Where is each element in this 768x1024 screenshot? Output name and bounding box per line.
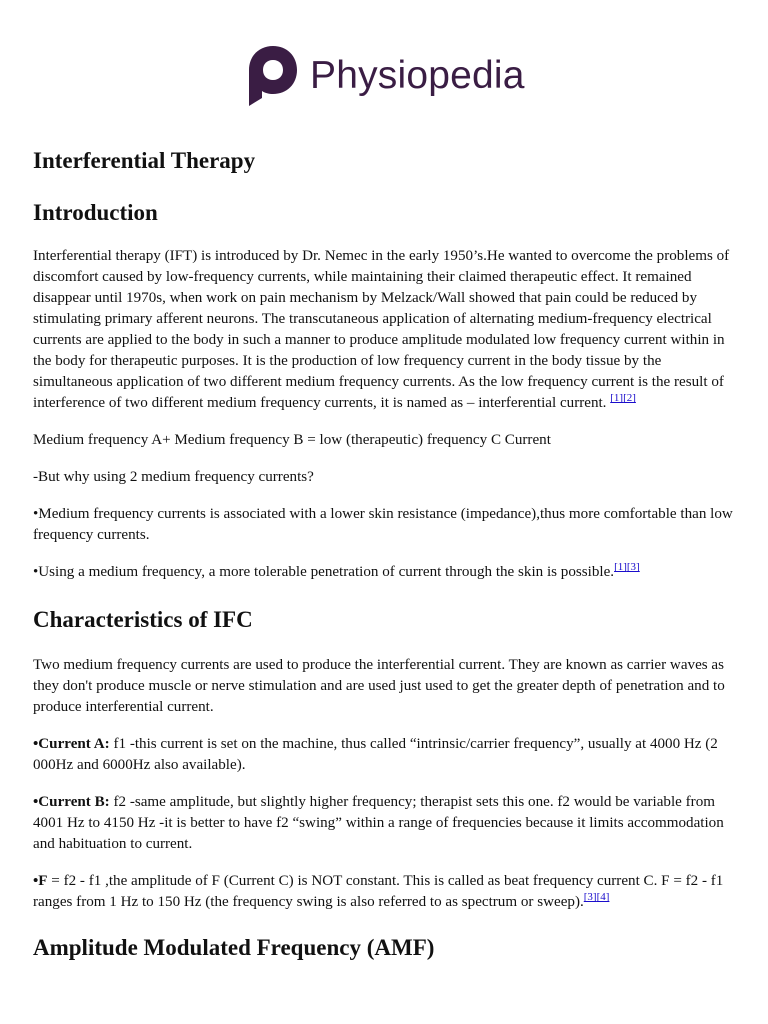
- intro-paragraph-3: -But why using 2 medium frequency currents?: [33, 469, 314, 485]
- current-a-text: f1 -this current is set on the machine, thus called “intrinsic/carrier frequency”, usually at 4000 Hz (2 000Hz and 6000Hz also available).: [33, 736, 718, 773]
- current-a-label: •Current A:: [33, 736, 110, 752]
- beat-frequency-text: = f2 - f1 ,the amplitude of F (Current C) is NOT constant. This is called as beat frequency current C. F = f2 - f1 ranges from 1 Hz to 150 Hz (the frequency swing is also referred to as spectrum or sweep).: [33, 873, 724, 910]
- characteristics-paragraph-1: Two medium frequency currents are used to produce the interferential current. They are known as carrier waves as they don't produce muscle or nerve stimulation and are used just used to get the greater depth of penetration and to produce interferential current.: [33, 657, 725, 715]
- citation-link-3[interactable]: [3]: [626, 560, 640, 573]
- intro-paragraph-4: •Medium frequency currents is associated with a lower skin resistance (impedance),thus more comfortable than low frequency currents.: [33, 506, 733, 543]
- citation-link-4[interactable]: [4]: [596, 890, 610, 903]
- citation-link-2[interactable]: [2]: [623, 391, 636, 404]
- page-title: Interferential Therapy: [33, 148, 256, 173]
- intro-paragraph-2: Medium frequency A+ Medium frequency B = low (therapeutic) frequency C Current: [33, 432, 551, 448]
- current-b-paragraph: [33, 792, 733, 855]
- physiopedia-logo-icon: [247, 44, 299, 110]
- current-b-label: •Current B:: [33, 794, 110, 810]
- heading-introduction: Introduction: [33, 200, 158, 225]
- article-body: [33, 146, 733, 963]
- current-a-paragraph: [33, 734, 733, 776]
- logo-wordmark: Physiopedia: [310, 54, 525, 97]
- citation-link-1[interactable]: [1]: [614, 560, 627, 573]
- citation-link-3[interactable]: [3]: [583, 890, 597, 903]
- intro-paragraph-1-text: Interferential therapy (IFT) is introduced by Dr. Nemec in the early 1950’s.He wanted to overcome the problems of discomfort caused by low-frequency currents, while maintaining their claimed therapeutic effect. It remained disappear until 1970s, when work on pain mechanism by Melzack/Wall showed that pain could be reduced by stimulating primary afferent neurons. The transcutaneous application of alternating medium-frequency electrical currents are applied to the body in such a manner to produce amplitude modulated low frequency current within in the body for therapeutic purposes. It is the production of low frequency current in the body tissue by the simultaneous application of two different medium frequency currents. As the low frequency current is the result of interference of two different medium frequency currents, it is named as – interferential current.: [33, 248, 730, 411]
- heading-characteristics: Characteristics of IFC: [33, 607, 253, 632]
- beat-frequency-label: •F: [33, 873, 48, 889]
- intro-paragraph-5-text: •Using a medium frequency, a more tolerable penetration of current through the skin is possible.: [33, 564, 615, 580]
- current-b-text: f2 -same amplitude, but slightly higher frequency; therapist sets this one. f2 would be variable from 4001 Hz to 4150 Hz -it is better to have f2 “swing” within a range of frequencies because it limits accommodation and habituation to current.: [33, 794, 724, 852]
- intro-paragraph-1: [33, 246, 733, 414]
- beat-frequency-paragraph: [33, 871, 733, 913]
- physiopedia-logo[interactable]: [247, 44, 525, 110]
- citation-link-1[interactable]: [1]: [610, 391, 624, 404]
- intro-paragraph-5: [33, 562, 733, 583]
- heading-amf: Amplitude Modulated Frequency (AMF): [33, 935, 435, 960]
